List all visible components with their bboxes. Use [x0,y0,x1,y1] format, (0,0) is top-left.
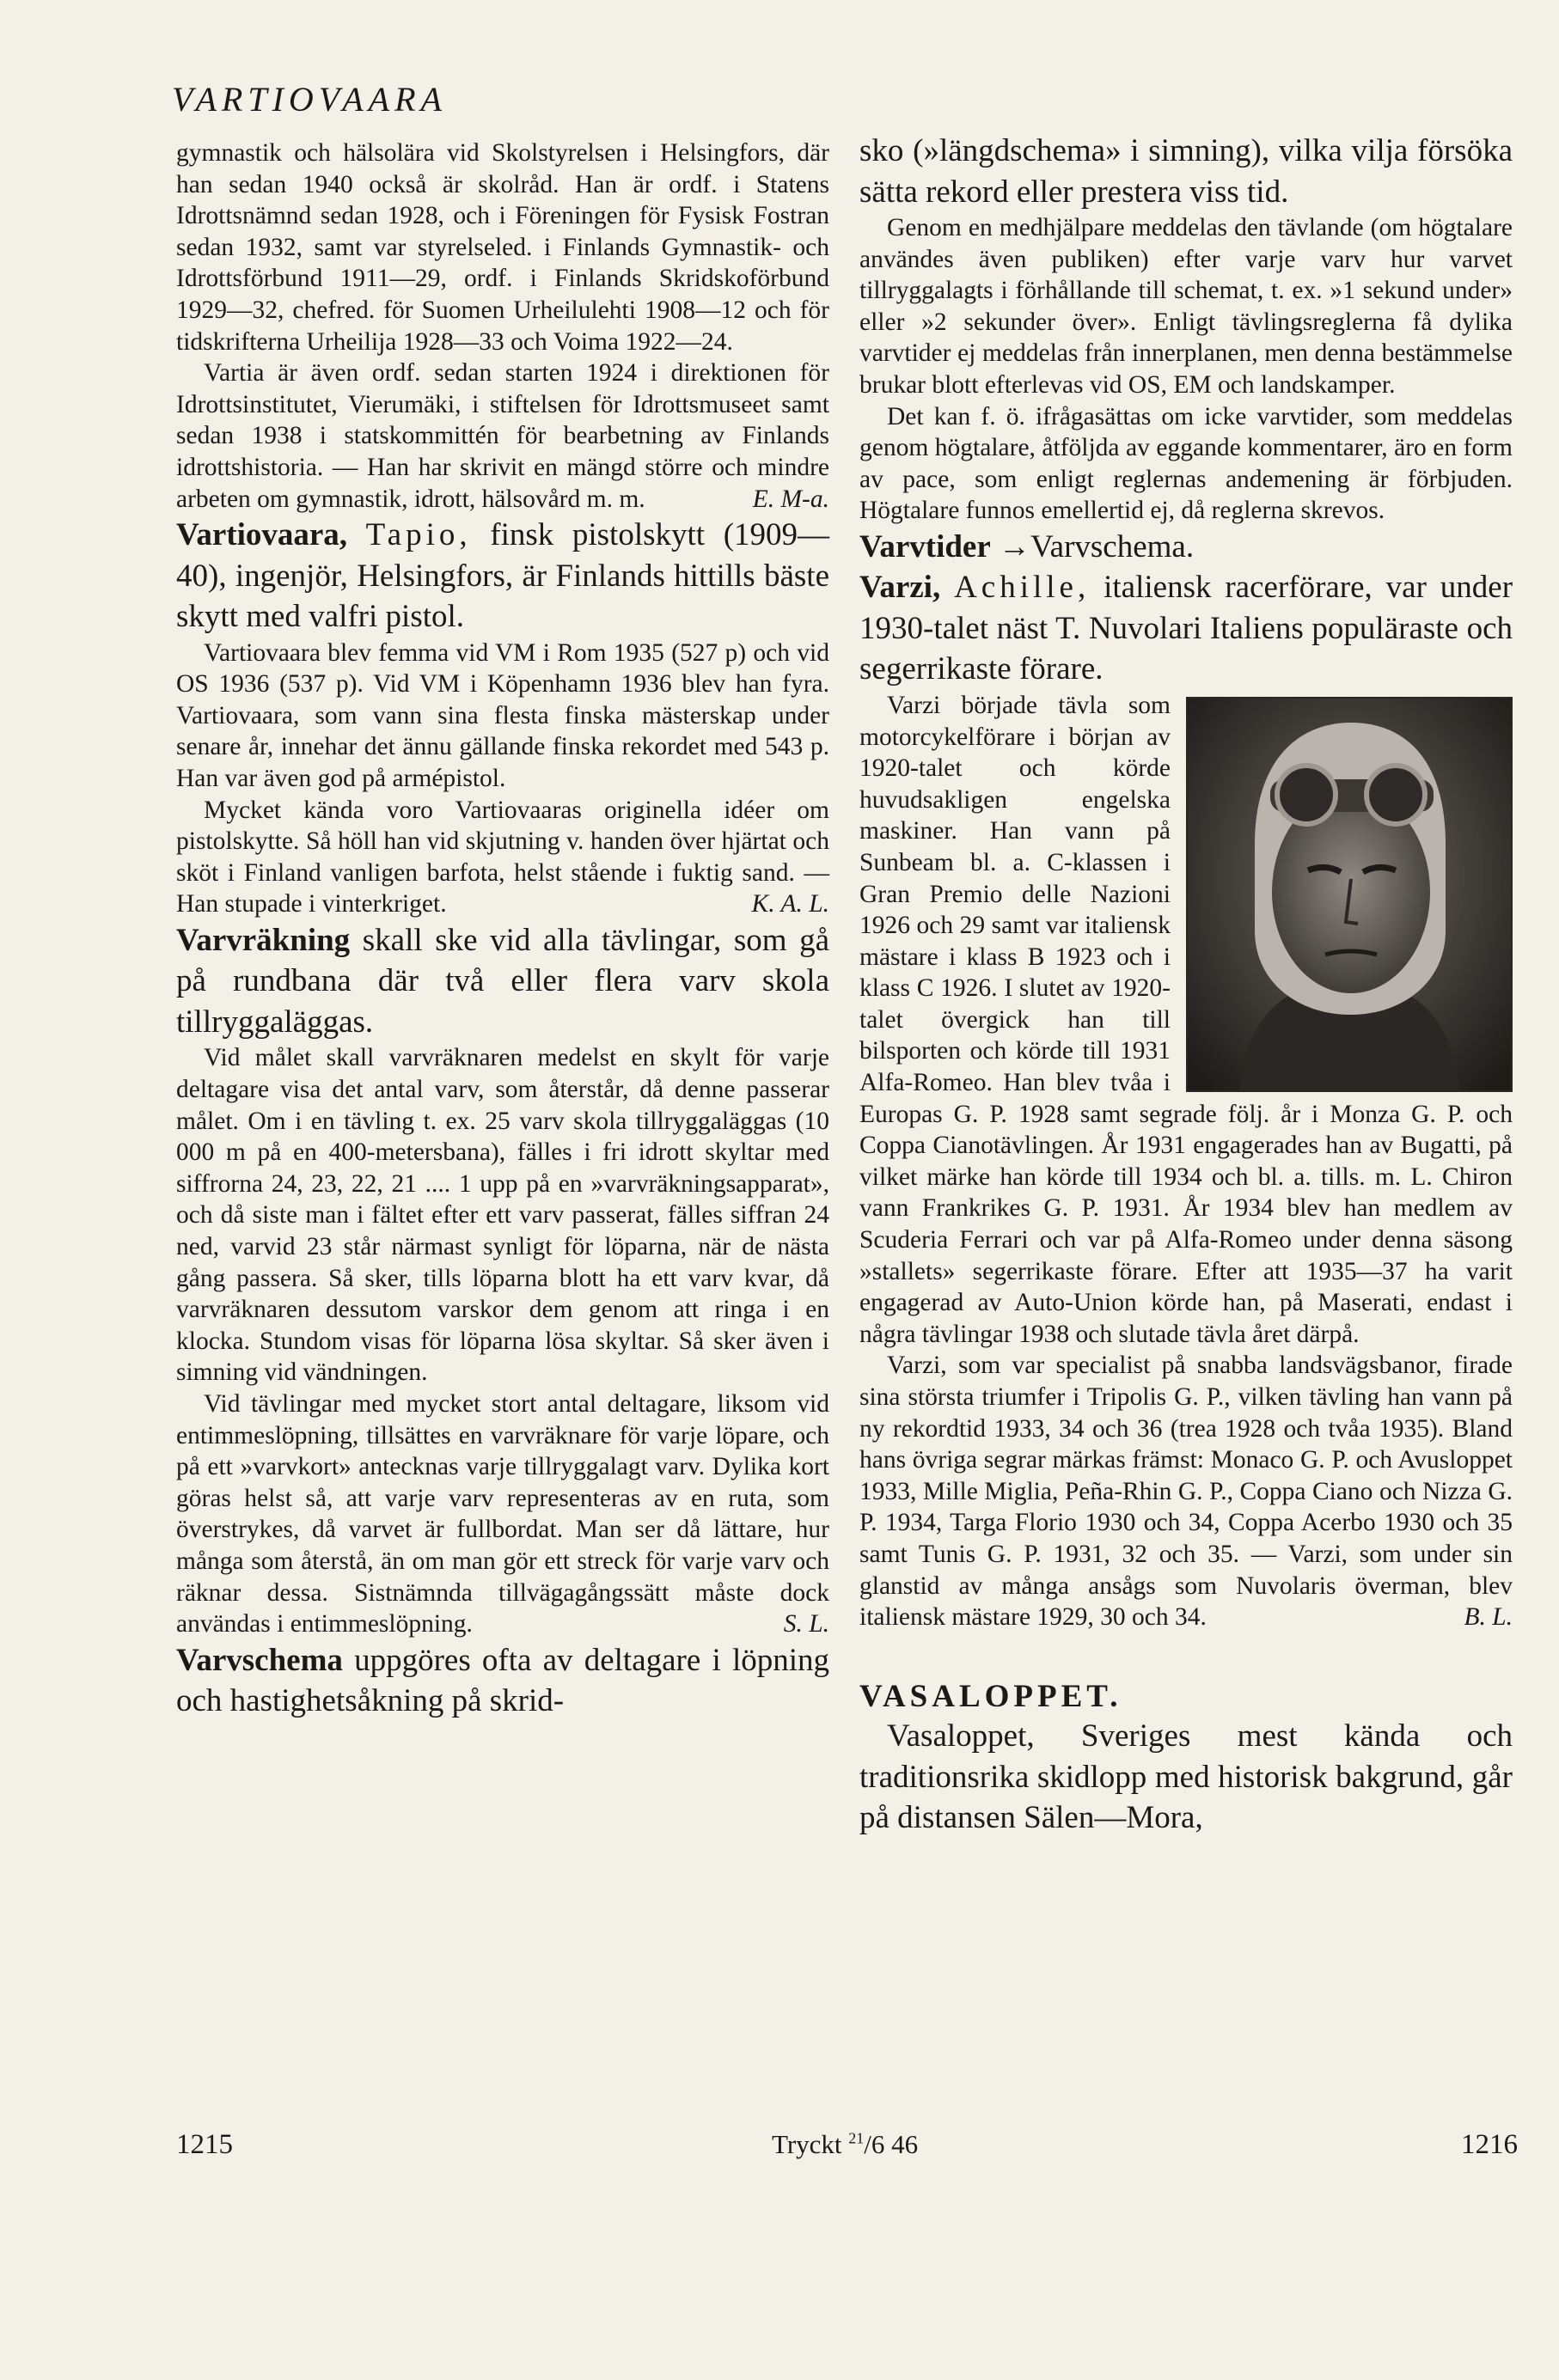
paragraph: Vid målet skall varvräknaren medelst en skylt för varje deltagare visa det antal varv, som återstår, då denne passerar målet. Om i en tävling t. ex. 25 varv skola tillryggaläggas (10 000 m på en 400-metersbana), fälles i fri idrott skyltar med siffrorna 24, 23, 22, 21 .... 1 upp på en »varvräkningsapparat», och då siste man i fältet efter ett varv passerat, fälles siffran 24 ned, varvid 23 står närmast synligt för löparna, när de nästa gång passera. Så sker, tills löparna blott ha ett varv kvar, då varvräknaren dessutom varskor dem genom att ringa i en klocka. Stundom visas för löparna lösa skyltar. Så sker även i simning vid vändningen. [176,1044,829,1387]
entry-varzi [859,567,1513,690]
portrait-image [1188,699,1511,1090]
paragraph: sko (»längdschema» i simning), vilka vilja försöka sätta rekord eller prestera viss tid. [859,133,1513,210]
print-date-prefix: Tryckt [772,2129,842,2159]
entry-intro: finsk pistolskytt (1909—40), ingenjör, Helsingfors, är Finlands hittills bäste skytt med valfri pistol. [176,517,830,635]
paragraph: Vasaloppet, Sveriges mest kända och traditionsrika skidlopp med historisk bakgrund, går på distansen Sälen—Mora, [859,1718,1513,1836]
paragraph: Varzi började tävla som motorcykelförare i början av 1920-talet och körde huvudsakligen engelska maskiner. Han vann på Sunbeam bl. a. C-klassen i Gran Premio delle Nazioni 1926 och 29 samt var italiensk mästare i klass B 1923 och i klass C 1926. I slutet av 1920-talet övergick han till bilsporten och körde till 1931 Alfa-Romeo. Han blev tvåa i Europas G. P. 1928 samt segrade följ. år i Monza G. P. och Coppa Cianotävlingen. År 1931 engagerades han av Bugatti, på vilket märke han körde till 1934 och bl. a. tills. m. L. Chiron vann Frankrikes G. P. 1931. År 1934 blev han medlem av Scuderia Ferrari och var på Alfa-Romeo under denna säsong »stallets» segerrikaste förare. Efter att 1935—37 ha varit engagerad av Auto-Union körde han, på Maserati, endast i några tävlingar 1938 och slutade tävla året därpå. [859,691,1513,1348]
cross-reference: →Varvschema. [999,528,1195,564]
entry-vartiovaara [176,515,829,638]
entry-varvtider [859,527,1513,568]
entry-headword: Varvräkning [176,922,351,958]
entry-varvschema [176,1640,829,1722]
paragraph-text: Vid tävlingar med mycket stort antal deltagare, liksom vid entimmeslöpning, tillsättes en varvräknare för varje löpare, och på ett »varvkort» antecknas varje tillryggalagt varv. Dylika kort göras helst så, att varje varv representeras av en ruta, som överstrykes, då varvet är fullbordat. Man ser då lättare, hur många som återstå, än om man gör ett streck för varje varv och räknar dessa. Sistnämnda tillvägagångssätt måste dock användas i entimmeslöpning. [176,1390,829,1639]
author-signature: S. L. [783,1610,829,1639]
paragraph: Vartiovaara blev femma vid VM i Rom 1935 (527 p) och vid OS 1936 (537 p). Vid VM i Köpenhamn 1936 blev han fyra. Vartiovaara, som vann sina flesta finska mästerskap under senare år, innehar det ännu gällande finska rekordet med 543 p. Han var även god på armépistol. [176,638,829,792]
print-date [772,2129,918,2160]
page-number-left: 1215 [176,2129,233,2160]
portrait-photo [1186,697,1513,1092]
right-column [859,131,1513,1839]
entry-intro: uppgöres ofta av deltagare i löpning och hastighetsåkning på skrid- [176,1642,830,1719]
entry-headword: Varvtider [859,528,991,564]
print-date-suffix: /6 46 [864,2129,919,2159]
paragraph [176,1388,829,1640]
section-title: VASALOPPET. [859,1678,1122,1714]
entry-intro: italiensk racerförare, var under 1930-talet näst T. Nuvolari Italiens populäraste och segerrikaste förare. [859,570,1513,687]
entry-varvrakning [176,920,829,1043]
author-signature: B. L. [1464,1603,1513,1632]
running-head: VARTIOVAARA [172,80,447,119]
entry-first-name: Achille, [954,570,1091,606]
paragraph [176,357,829,515]
print-date-sup: 21 [848,2129,865,2147]
author-signature: K. A. L. [751,890,829,918]
author-signature: E. M-a. [752,485,829,513]
paragraph-text: Mycket kända voro Vartiovaaras originella idéer om pistolskytte. Så höll han vid skjutning v. handen över hjärtat och sköt i Finland vanligen barfota, helst stående i fuktig sand. — Han stupade i vinterkriget. [176,796,829,918]
entry-intro: skall ske vid alla tävlingar, som gå på rundbana där två eller flera varv skola tillryggaläggas. [176,922,829,1040]
paragraph-text: Vartia är även ordf. sedan starten 1924 i direktionen för Idrottsinstitutet, Vierumäki, i stiftelsen för Idrottsmuseet samt sedan 1938 i statskommittén för bearbetning av Finlands idrottshistoria. — Han har skrivit en mängd större och mindre arbeten om gymnastik, idrott, hälsovård m. m. [176,359,829,513]
paragraph: Det kan f. ö. ifrågasättas om icke varvtider, som meddelas genom högtalare, åtföljda av eggande kommentarer, äro en form av pace, som enligt reglernas andemening är förbjuden. Högtalare funnos emellertid ej, då reglerna skrevos. [859,402,1513,525]
paragraph [859,1350,1513,1632]
entry-headword: Varzi, [859,570,941,606]
entry-first-name: Tapio, [365,517,472,553]
page-number-right: 1216 [1461,2129,1518,2160]
left-column [176,137,829,1722]
entry-headword: Vartiovaara, [176,517,348,553]
paragraph [176,795,829,920]
paragraph-text: Varzi, som var specialist på snabba landsvägsbanor, firade sina största triumfer i Tripolis G. P., vilken tävling han vann på ny rekordtid 1933, 34 och 36 (trea 1928 och tvåa 1935). Bland hans övriga segrar märkas främst: Monaco G. P. och Avusloppet 1933, Mille Miglia, Peña-Rhin G. P., Coppa Ciano och Nizza G. P. 1934, Targa Florio 1930 och 34, Coppa Acerbo 1930 och 35 samt Tunis G. P. 1931, 32 och 35. — Varzi, som under sin glanstid av många ansågs som Nuvolaris överman, blev italiensk mästare 1929, 30 och 34. [859,1352,1513,1632]
entry-headword: Varvschema [176,1642,343,1678]
paragraph: Genom en medhjälpare meddelas den tävlande (om högtalare användes även publiken) efter varje varv hur varvet tillryggalagts i förhållande till schemat, t. ex. »1 sekund under» eller »2 sekunder över». Enligt tävlingsreglerna få dylika varvtider ej meddelas från innerplanen, men denna bestämmelse brukar blott efterlevas vid OS, EM och landskamper. [859,214,1513,399]
paragraph: gymnastik och hälsolära vid Skolstyrelsen i Helsingfors, där han sedan 1940 också är skolråd. Han är ordf. i Statens Idrottsnämnd sedan 1928, och i Föreningen för Fysisk Fostran sedan 1932, samt var styrelseled. i Finlands Gymnastik- och Idrottsförbund 1911—29, ordf. i Finlands Skridskoförbund 1929—32, chefred. för Suomen Urheilulehti 1908—12 och för tidskrifterna Urheilija 1928—33 och Voima 1922—24. [176,139,829,356]
